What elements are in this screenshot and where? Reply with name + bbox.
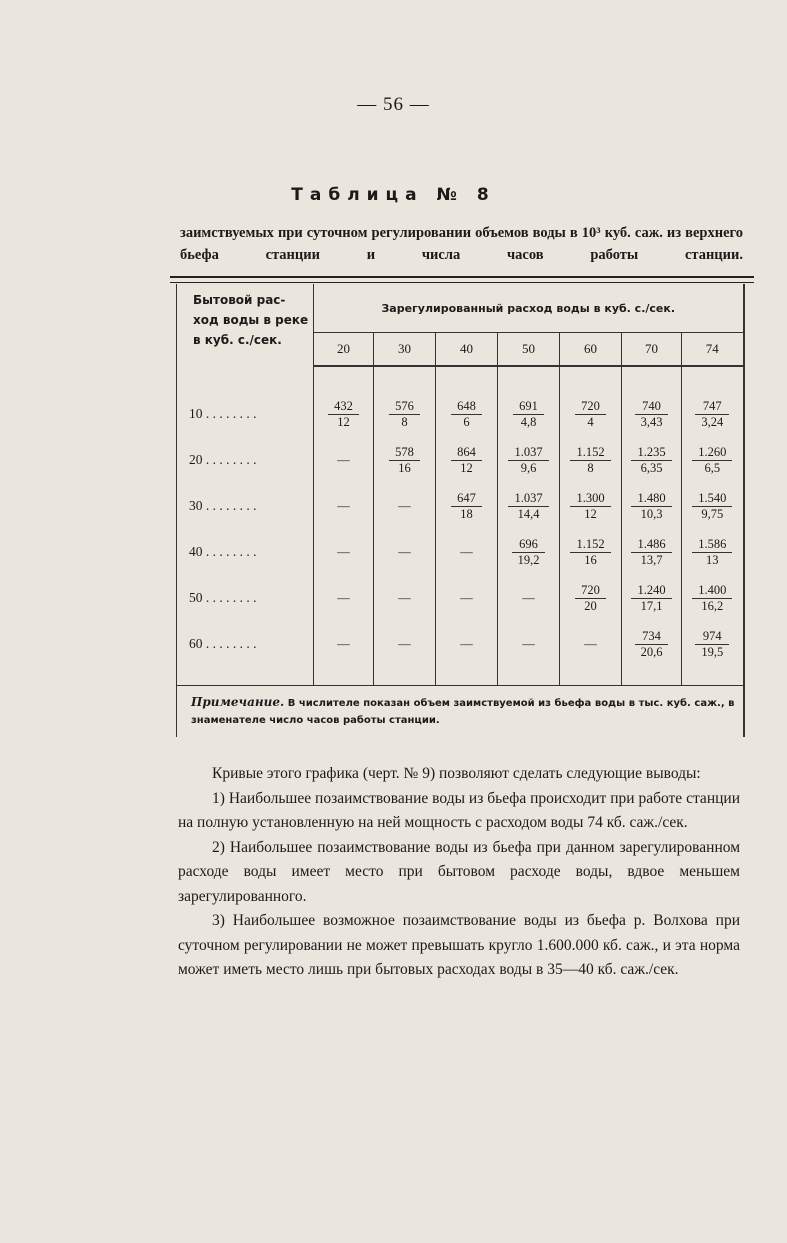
denominator: 19,5 <box>695 644 729 660</box>
empty-dash: — <box>398 636 411 651</box>
column-header: 74 <box>682 333 744 367</box>
denominator: 14,4 <box>508 506 548 522</box>
table-cell <box>682 437 744 483</box>
denominator: 4 <box>575 414 606 430</box>
numerator: 1.260 <box>698 445 727 459</box>
row-label: 30 . . . . . . . . <box>177 483 314 529</box>
empty-dash: — <box>522 636 535 651</box>
table-cell <box>374 437 436 483</box>
table-cell <box>374 529 436 575</box>
table-cell <box>436 621 498 686</box>
fraction <box>570 490 610 522</box>
empty-dash: — <box>337 498 350 513</box>
denominator: 12 <box>328 414 359 430</box>
denominator: 4,8 <box>513 414 544 430</box>
denominator: 8 <box>570 460 610 476</box>
column-header: 50 <box>498 333 560 367</box>
fraction <box>631 582 671 614</box>
numerator: 1.486 <box>637 537 666 551</box>
table-cell <box>314 621 374 686</box>
denominator: 10,3 <box>631 506 671 522</box>
table-cell <box>560 529 622 575</box>
row-label: 50 . . . . . . . . <box>177 575 314 621</box>
empty-dash: — <box>337 636 350 651</box>
denominator: 17,1 <box>631 598 671 614</box>
body-text <box>178 762 740 983</box>
denominator: 18 <box>451 506 482 522</box>
table-cell <box>436 437 498 483</box>
table-cell <box>682 483 744 529</box>
page-number: — 56 — <box>357 94 430 115</box>
denominator: 6,5 <box>692 460 732 476</box>
empty-dash: — <box>522 590 535 605</box>
numerator: 1.540 <box>698 491 727 505</box>
table-cell <box>622 621 682 686</box>
table-cell <box>436 366 498 437</box>
column-header: 30 <box>374 333 436 367</box>
fraction <box>575 398 606 430</box>
empty-dash: — <box>460 636 473 651</box>
table-cell <box>682 621 744 686</box>
empty-dash: — <box>460 544 473 559</box>
numerator: 747 <box>702 399 722 413</box>
denominator: 6 <box>451 414 482 430</box>
numerator: 432 <box>334 399 353 413</box>
fraction <box>635 628 669 660</box>
fraction <box>570 536 610 568</box>
denominator: 13,7 <box>631 552 671 568</box>
numerator: 864 <box>457 445 476 459</box>
numerator: 1.152 <box>576 445 605 459</box>
numerator: 1.235 <box>637 445 666 459</box>
numerator: 648 <box>457 399 476 413</box>
fraction <box>695 398 729 430</box>
numerator: 1.480 <box>637 491 666 505</box>
data-table <box>176 284 745 737</box>
note-text: В числителе показан объем заимствуемой из бьефа воды в тыс. куб. саж., в знаменателе число часов работы станции. <box>191 698 735 726</box>
table-cell <box>498 529 560 575</box>
denominator: 16 <box>570 552 610 568</box>
denominator: 20,6 <box>635 644 669 660</box>
row-header-line: в куб. с./сек. <box>193 333 282 347</box>
numerator: 1.300 <box>576 491 605 505</box>
numerator: 1.400 <box>698 583 727 597</box>
numerator: 576 <box>395 399 414 413</box>
table-cell <box>560 437 622 483</box>
empty-dash: — <box>337 452 350 467</box>
table-row <box>177 529 744 575</box>
fraction <box>513 398 544 430</box>
table-cell <box>682 529 744 575</box>
table-row <box>177 366 744 437</box>
denominator: 6,35 <box>631 460 671 476</box>
table-cell <box>498 621 560 686</box>
table-cell <box>374 621 436 686</box>
table-cell <box>436 575 498 621</box>
row-header-line: ход воды в реке <box>193 313 309 327</box>
table-cell <box>622 529 682 575</box>
fraction <box>692 582 732 614</box>
numerator: 1.037 <box>514 491 543 505</box>
table-cell <box>498 437 560 483</box>
empty-dash: — <box>337 590 350 605</box>
numerator: 720 <box>581 583 600 597</box>
table-cell <box>374 366 436 437</box>
numerator: 1.037 <box>514 445 543 459</box>
empty-dash: — <box>398 498 411 513</box>
denominator: 8 <box>389 414 420 430</box>
numerator: 1.240 <box>637 583 666 597</box>
table-cell <box>622 366 682 437</box>
column-header: 70 <box>622 333 682 367</box>
fraction <box>635 398 669 430</box>
fraction <box>508 490 548 522</box>
numerator: 691 <box>519 399 538 413</box>
table-row <box>177 621 744 686</box>
fraction <box>575 582 606 614</box>
empty-dash: — <box>460 590 473 605</box>
column-header: 20 <box>314 333 374 367</box>
table-row <box>177 483 744 529</box>
denominator: 9,6 <box>508 460 548 476</box>
row-header <box>177 284 314 366</box>
table-cell <box>314 529 374 575</box>
table-title: Таблица № 8 <box>291 185 496 205</box>
table-top-rule <box>170 276 754 283</box>
table-cell <box>622 437 682 483</box>
denominator: 12 <box>570 506 610 522</box>
table-cell <box>498 575 560 621</box>
row-header-line: Бытовой рас- <box>193 293 286 307</box>
row-label: 10 . . . . . . . . <box>177 366 314 437</box>
table-cell <box>560 621 622 686</box>
table-cell <box>436 483 498 529</box>
table-cell <box>560 575 622 621</box>
empty-dash: — <box>584 636 597 651</box>
table-cell <box>560 483 622 529</box>
numerator: 740 <box>642 399 661 413</box>
fraction <box>631 444 671 476</box>
empty-dash: — <box>398 590 411 605</box>
paragraph: 1) Наибольшее позаимствование воды из бьефа происходит при работе станции на полную установленную на ней мощность с расходом воды 74 кб. саж./сек. <box>178 789 740 831</box>
fraction <box>692 536 732 568</box>
paragraph: Кривые этого графика (черт. № 9) позволяют сделать следующие выводы: <box>212 765 701 782</box>
fraction <box>631 536 671 568</box>
fraction <box>508 444 548 476</box>
fraction <box>695 628 729 660</box>
column-group-header: Зарегулированный расход воды в куб. с./сек. <box>314 284 744 333</box>
fraction <box>328 398 359 430</box>
denominator: 20 <box>575 598 606 614</box>
table-cell <box>682 366 744 437</box>
fraction <box>631 490 671 522</box>
denominator: 12 <box>451 460 482 476</box>
numerator: 974 <box>702 629 722 643</box>
table-cell <box>314 575 374 621</box>
row-label: 40 . . . . . . . . <box>177 529 314 575</box>
table-cell <box>682 575 744 621</box>
fraction <box>570 444 610 476</box>
denominator: 16,2 <box>692 598 732 614</box>
fraction <box>692 490 732 522</box>
table-cell <box>498 366 560 437</box>
fraction <box>512 536 546 568</box>
row-label: 60 . . . . . . . . <box>177 621 314 686</box>
empty-dash: — <box>337 544 350 559</box>
numerator: 647 <box>457 491 476 505</box>
table-cell <box>314 483 374 529</box>
numerator: 578 <box>395 445 414 459</box>
note-head: Примечание. <box>191 695 285 709</box>
numerator: 734 <box>642 629 661 643</box>
denominator: 3,24 <box>695 414 729 430</box>
table-cell <box>374 575 436 621</box>
table-cell <box>436 529 498 575</box>
denominator: 9,75 <box>692 506 732 522</box>
table-note <box>177 686 744 738</box>
table-row <box>177 575 744 621</box>
table-cell <box>622 575 682 621</box>
numerator: 720 <box>581 399 600 413</box>
table-row <box>177 437 744 483</box>
table-cell <box>314 366 374 437</box>
fraction <box>389 444 420 476</box>
table-cell <box>560 366 622 437</box>
fraction <box>451 444 482 476</box>
empty-dash: — <box>398 544 411 559</box>
denominator: 16 <box>389 460 420 476</box>
table-cell <box>374 483 436 529</box>
fraction <box>451 490 482 522</box>
fraction <box>692 444 732 476</box>
table-cell <box>314 437 374 483</box>
denominator: 13 <box>692 552 732 568</box>
paragraph: 3) Наибольшее возможное позаимствование воды из бьефа р. Волхова при суточном регулировании не может превышать кругло 1.600.000 кб. саж., и эта норма может иметь место лишь при бытовых расходах воды в 35—40 кб. саж./сек. <box>178 912 740 978</box>
fraction <box>451 398 482 430</box>
numerator: 696 <box>519 537 538 551</box>
paragraph: 2) Наибольшее позаимствование воды из бьефа при данном зарегулированном расходе воды имеет место при бытовом расходе воды, вдвое меньшем зарегулированного. <box>178 838 740 905</box>
table-caption: заимствуемых при суточном регулировании объемов воды в 10³ куб. саж. из верхнего бьефа станции и числа часов работы станции. <box>180 225 743 263</box>
column-header: 60 <box>560 333 622 367</box>
row-label: 20 . . . . . . . . <box>177 437 314 483</box>
fraction <box>389 398 420 430</box>
table-cell <box>498 483 560 529</box>
numerator: 1.586 <box>698 537 727 551</box>
numerator: 1.152 <box>576 537 605 551</box>
table-cell <box>622 483 682 529</box>
column-header: 40 <box>436 333 498 367</box>
denominator: 3,43 <box>635 414 669 430</box>
denominator: 19,2 <box>512 552 546 568</box>
